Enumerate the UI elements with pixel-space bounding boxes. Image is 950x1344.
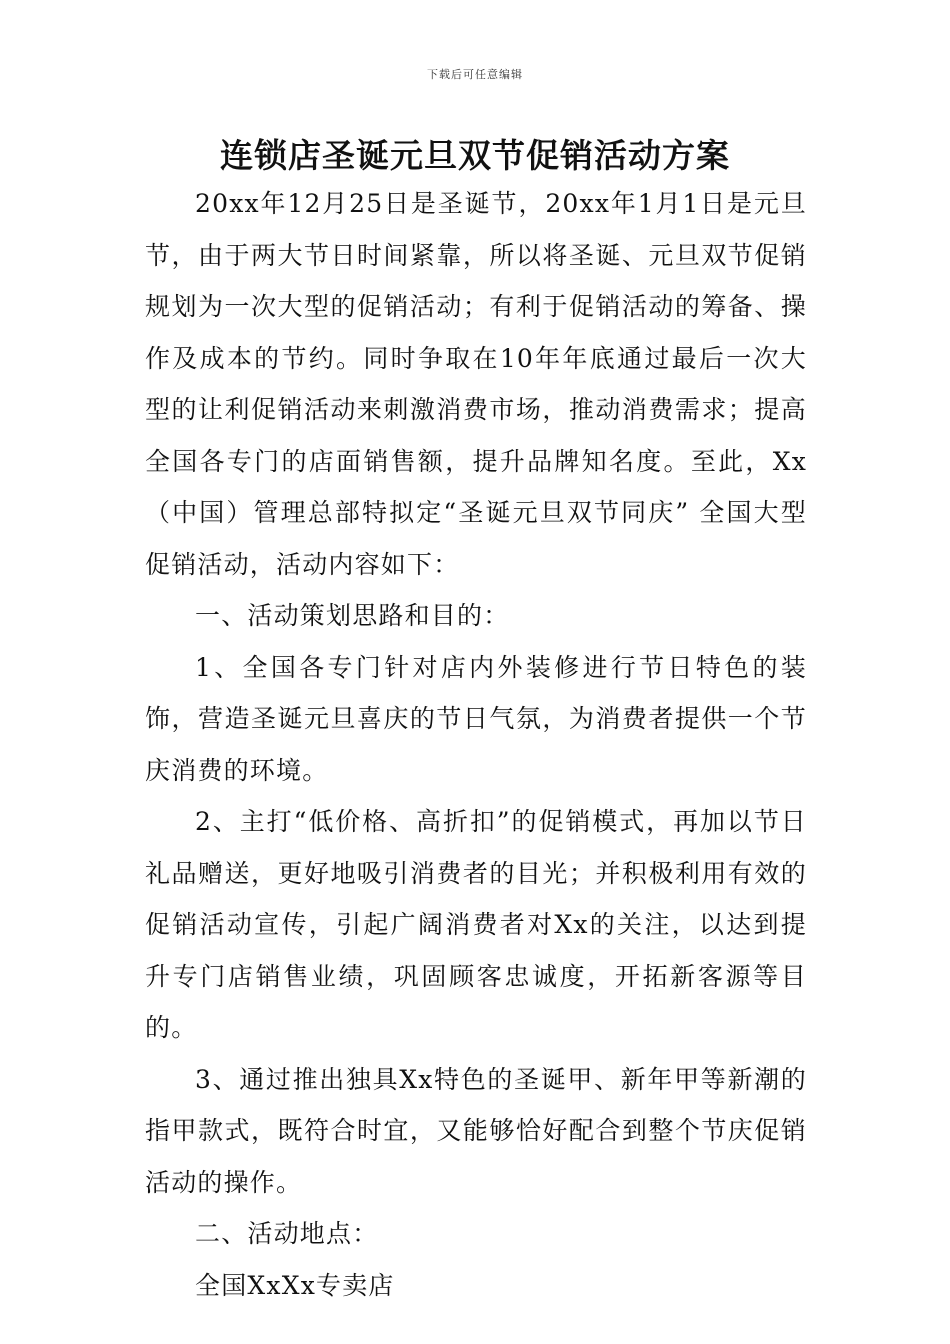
paragraph-item-1: 1、全国各专门针对店内外装修进行节日特色的装饰，营造圣诞元旦喜庆的节日气氛，为消费者提供一个节庆消费的环境。	[145, 652, 807, 785]
header-note: 下载后可任意编辑	[427, 68, 523, 81]
section-heading-1: 一、活动策划思路和目的：	[195, 601, 510, 630]
paragraph-intro: 20xx年12月25日是圣诞节，20xx年1月1日是元旦节，由于两大节日时间紧靠，所以将圣诞、元旦双节促销规划为一次大型的促销活动；有利于促销活动的筹备、操作及成本的节约。同时争取在10年年底通过最后一次大型的让利促销活动来刺激消费市场，推动消费需求；提高全国各专门的店面销售额，提升品牌知名度。至此，Xx（中国）管理总部特拟定“圣诞元旦双节同庆” 全国大型促销活动，活动内容如下：	[145, 189, 807, 579]
document-body	[145, 178, 807, 1311]
paragraph-item-3: 3、通过推出独具Xx特色的圣诞甲、新年甲等新潮的指甲款式，既符合时宜，又能够恰好配合到整个节庆促销活动的操作。	[145, 1064, 807, 1197]
section-heading-2: 二、活动地点：	[195, 1219, 379, 1248]
document-title: 连锁店圣诞元旦双节促销活动方案	[220, 136, 730, 175]
paragraph-item-2: 2、主打“低价格、高折扣”的促销模式，再加以节日礼品赠送，更好地吸引消费者的目光；并积极利用有效的促销活动宣传，引起广阔消费者对Xx的关注，以达到提升专门店销售业绩，巩固顾客忠诚度，开拓新客源等目的。	[145, 807, 807, 1042]
paragraph-location: 全国XxXx专卖店	[195, 1270, 395, 1300]
